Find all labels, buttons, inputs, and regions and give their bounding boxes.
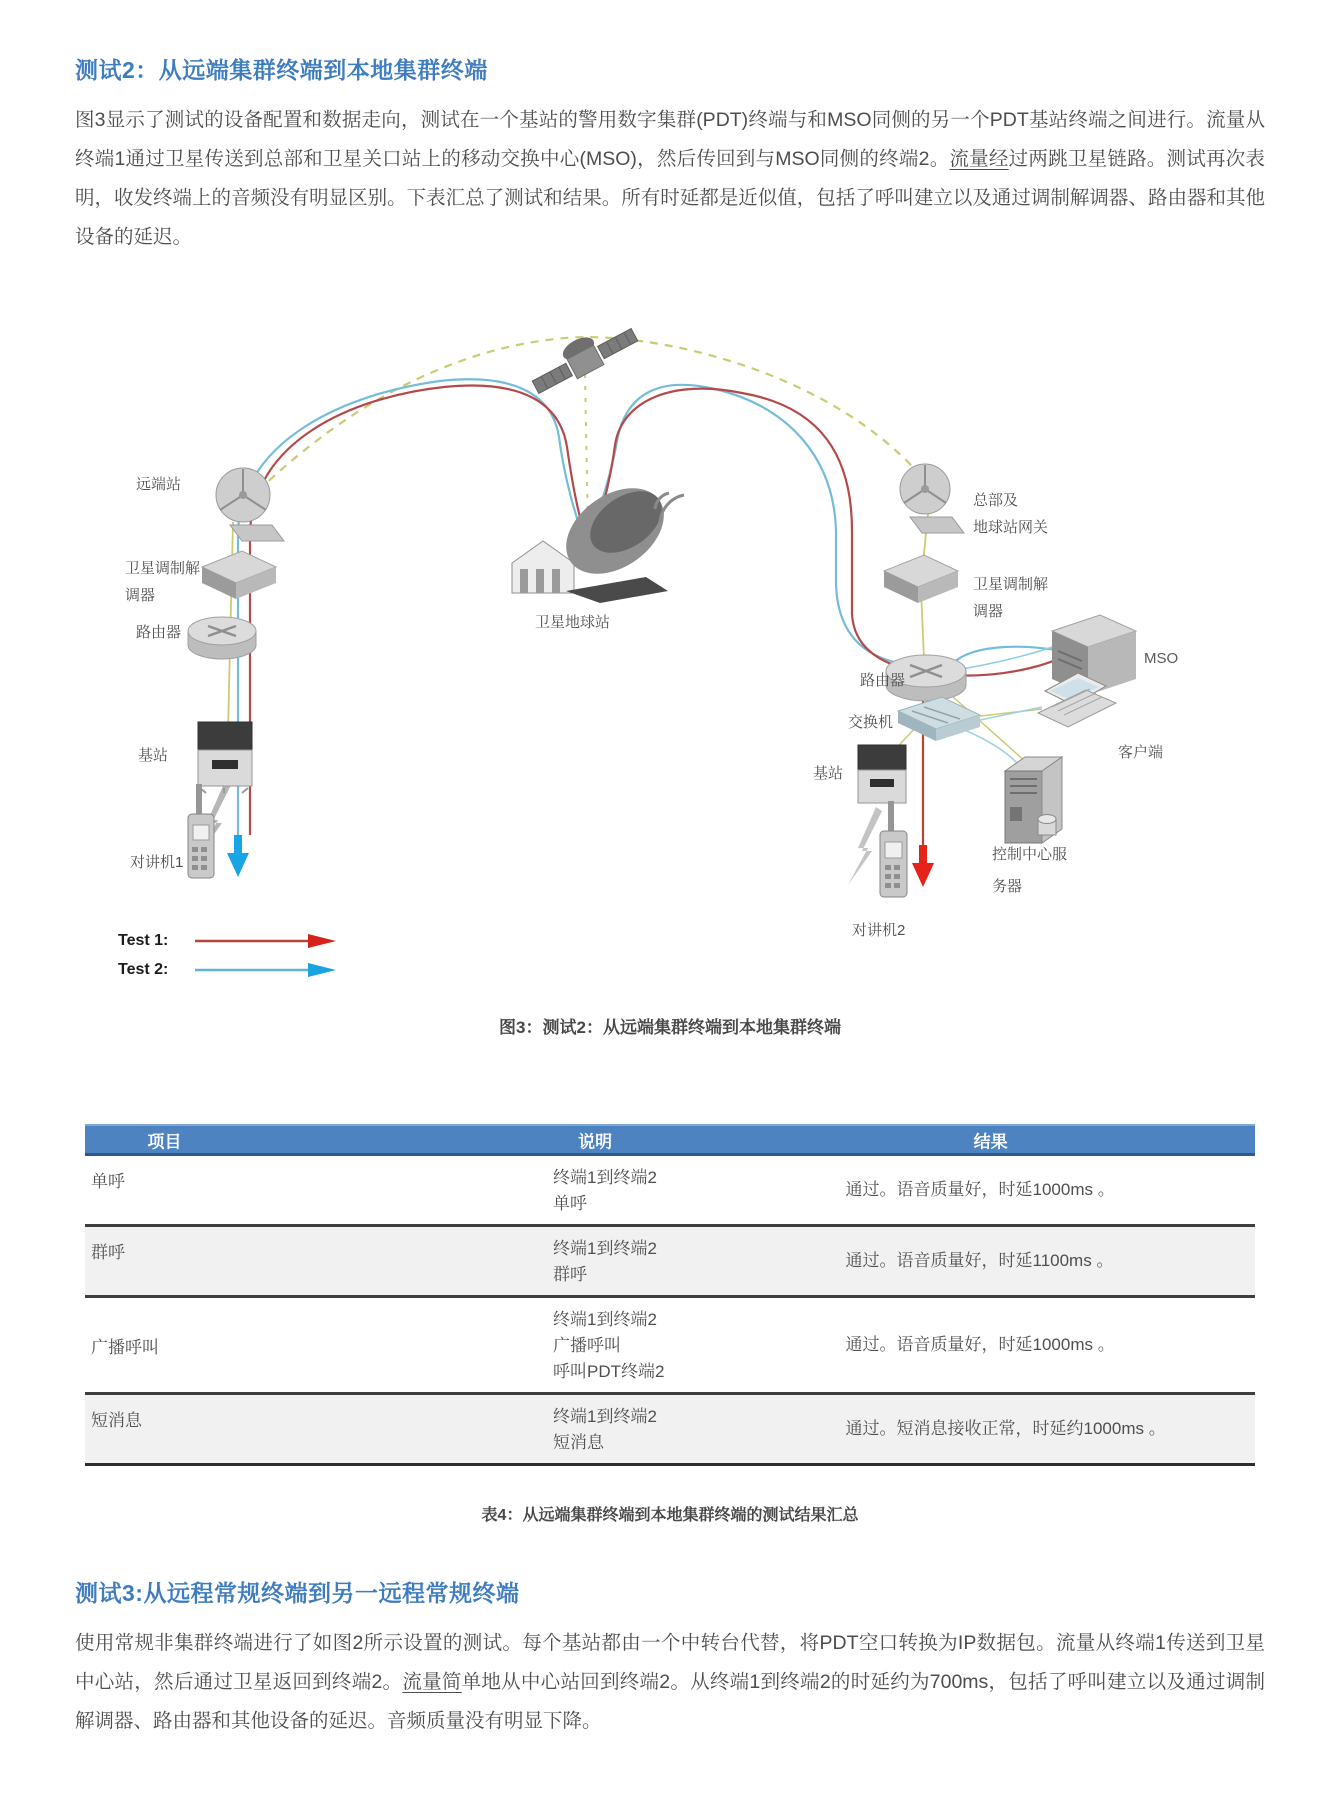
table-row xyxy=(85,1298,1255,1392)
cell-item: 群呼 xyxy=(91,1243,125,1262)
cell-item: 短消息 xyxy=(91,1411,142,1430)
label-mso: MSO xyxy=(1144,650,1179,667)
label-router-right: 路由器 xyxy=(860,672,906,689)
test1-red-path xyxy=(250,385,1076,845)
cell-result: 通过。语音质量好，时延1000ms 。 xyxy=(845,1335,1115,1354)
cell-description: 终端1到终端2 群呼 xyxy=(553,1239,657,1284)
table-row xyxy=(85,1227,1255,1295)
label-sat-modem-left: 卫星调制解 调器 xyxy=(125,560,201,604)
legend-test2-label: Test 2: xyxy=(118,961,169,978)
label-switch: 交换机 xyxy=(848,714,894,731)
label-earth-station: 卫星地球站 xyxy=(535,614,611,631)
section2-heading: 测试2：从远端集群终端到本地集群终端 xyxy=(75,57,488,83)
label-remote-station: 远端站 xyxy=(136,476,182,493)
cell-description: 终端1到终端2 单呼 xyxy=(553,1168,657,1213)
figure3-network-diagram xyxy=(80,279,1260,991)
label-radio2: 对讲机2 xyxy=(852,922,906,939)
column-header-item: 项目 xyxy=(147,1132,182,1151)
table-header-row xyxy=(85,1124,1255,1156)
paragraph-text: 过两跳卫星链路。测试再次表明，收发终端上的音频没有明显区别。下表汇总了测试和结果。所有时延都是近似值，包括了呼叫建立以及通过调制解调器、路由器和其他设备的延迟。 xyxy=(75,148,1265,248)
paragraph-text: 图3显示了测试的设备配置和数据走向，测试在一个基站的警用数字集群(PDT)终端与和MSO同侧的另一个PDT基站终端之间进行。流量从终端1通过卫星传送到总部和卫星关口站上的移动交换中心(MSO)，然后传回到与MSO同侧的终端2。 xyxy=(75,109,1265,170)
earth-station-icon xyxy=(512,471,684,603)
paragraph-text: 单地从中心站回到终端2。从终端1到终端2的时延约为700ms，包括了呼叫建立以及通过调制解调器、路由器和其他设备的延迟。音频质量没有明显下降。 xyxy=(75,1671,1265,1732)
paragraph-text: 使用常规非集群终端进行了如图2所示设置的测试。每个基站都由一个中转台代替，将PDT空口转换为IP数据包。流量从终端1传送到卫星中心站，然后通过卫星返回到终端2。 xyxy=(75,1632,1265,1693)
switch-icon xyxy=(898,697,980,741)
cell-result: 通过。短消息接收正常，时延约1000ms 。 xyxy=(845,1419,1166,1438)
label-hq-gateway: 总部及 地球站网关 xyxy=(973,492,1049,536)
section3-paragraph xyxy=(75,1624,1265,1741)
label-client: 客户端 xyxy=(1118,744,1164,761)
red-flow-arrow xyxy=(912,845,934,887)
section2-paragraph xyxy=(75,101,1265,257)
column-header-description: 说明 xyxy=(578,1132,613,1151)
results-table xyxy=(85,1124,1255,1466)
satellite-modem-left-icon xyxy=(202,551,276,599)
cell-item: 单呼 xyxy=(91,1172,125,1191)
cell-result: 通过。语音质量好，时延1000ms 。 xyxy=(845,1180,1115,1199)
satellite-icon xyxy=(525,314,640,397)
table-row xyxy=(85,1156,1255,1224)
diagram-canvas xyxy=(80,279,1260,991)
cell-description: 终端1到终端2 广播呼叫 呼叫PDT终端2 xyxy=(553,1310,665,1381)
cell-item: 广播呼叫 xyxy=(91,1337,159,1357)
legend-test1-arrow xyxy=(195,934,336,948)
figure3-caption: 图3：测试2：从远端集群终端到本地集群终端 xyxy=(499,1018,841,1037)
remote-station-dish-icon xyxy=(216,468,284,541)
legend-test2-arrow xyxy=(195,963,336,977)
label-router-left: 路由器 xyxy=(136,624,182,641)
test2-blue-path xyxy=(238,379,1072,835)
base-station-left-icon xyxy=(198,722,252,793)
cell-result: 通过。语音质量好，时延1100ms 。 xyxy=(845,1251,1114,1270)
hq-gateway-dish-icon xyxy=(900,464,964,533)
table-row xyxy=(85,1395,1255,1463)
label-control-center-server: 控制中心服 务器 xyxy=(992,846,1068,895)
table4-caption: 表4：从远端集群终端到本地集群终端的测试结果汇总 xyxy=(481,1507,859,1524)
router-left-icon xyxy=(188,617,256,659)
underlined-term: 流量经 xyxy=(949,148,1009,170)
label-radio1: 对讲机1 xyxy=(130,854,184,871)
radio-link-lightning-right xyxy=(848,807,882,885)
label-base-station-right: 基站 xyxy=(813,765,844,782)
section3-heading: 测试3:从远程常规终端到另一远程常规终端 xyxy=(75,1580,520,1606)
label-base-station-left: 基站 xyxy=(138,747,169,764)
satellite-modem-right-icon xyxy=(884,555,958,603)
legend-test1-label: Test 1: xyxy=(118,932,169,949)
blue-flow-arrow xyxy=(227,835,249,877)
label-sat-modem-right: 卫星调制解 调器 xyxy=(973,576,1049,620)
portable-radio1-icon xyxy=(188,784,214,878)
cell-description: 终端1到终端2 短消息 xyxy=(553,1407,657,1452)
base-station-right-icon xyxy=(858,745,906,803)
column-header-result: 结果 xyxy=(973,1132,1008,1151)
control-center-server-icon xyxy=(1005,757,1062,843)
table-bottom-border xyxy=(85,1463,1255,1466)
underlined-term: 流量简 xyxy=(402,1671,462,1693)
portable-radio2-icon xyxy=(880,801,907,897)
